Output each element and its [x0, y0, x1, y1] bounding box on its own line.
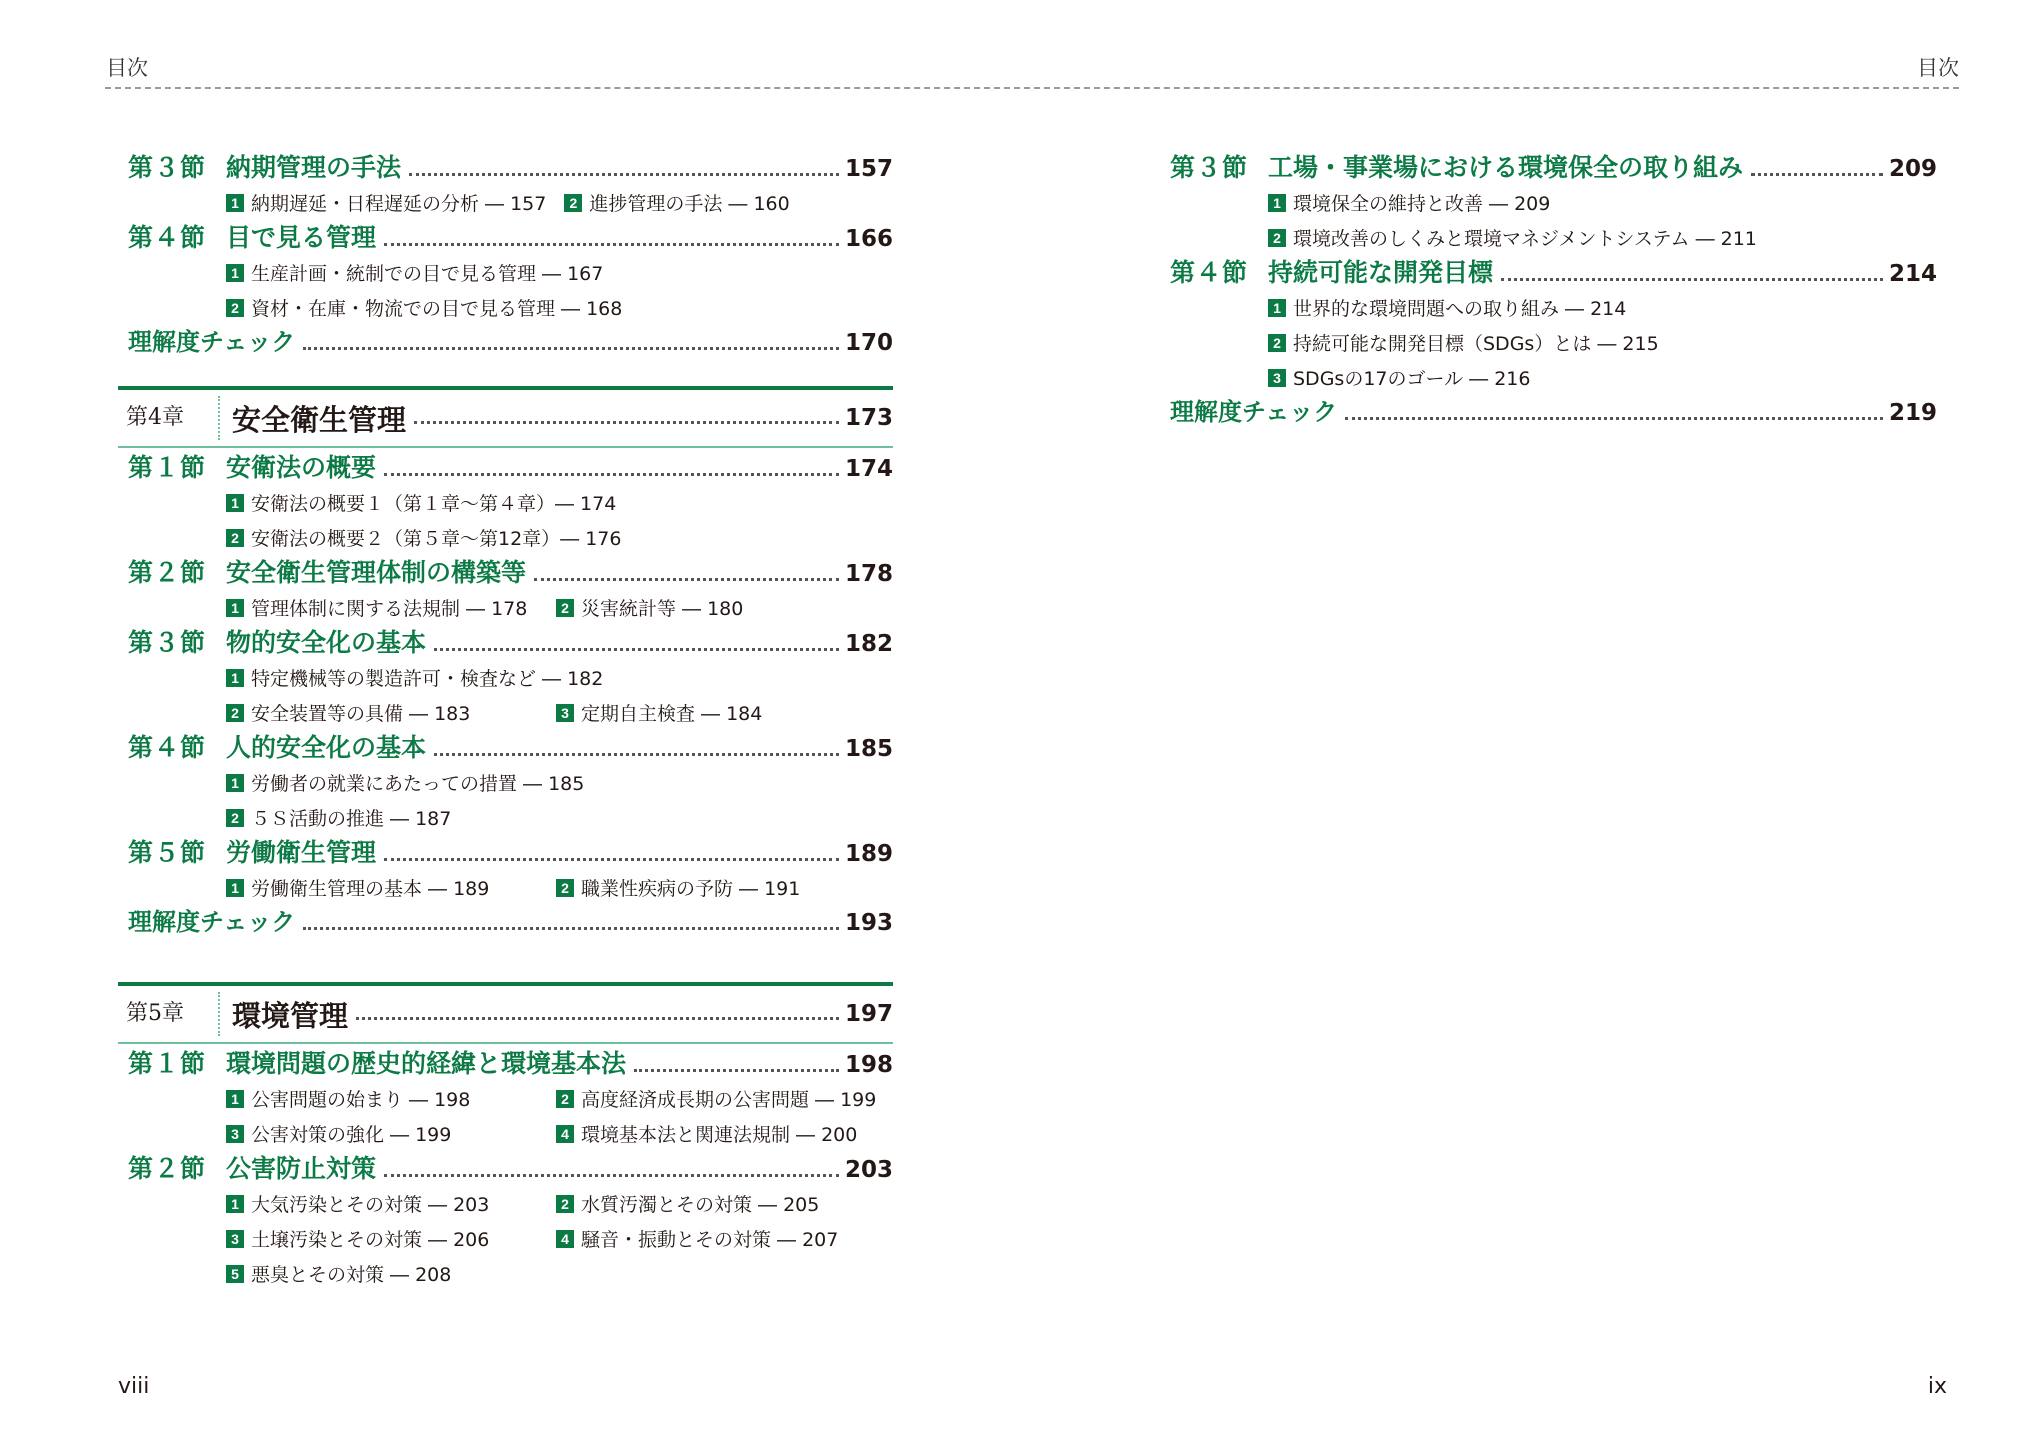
subsection-number-badge: 1 — [1268, 194, 1286, 212]
subsection-entry[interactable] — [226, 1085, 556, 1112]
subsection-text: ５Ｓ活動の推進 ― 187 — [251, 808, 452, 830]
toc-review-entry[interactable] — [118, 325, 893, 360]
subsection-row — [1160, 360, 1937, 395]
subsection-number-badge: 1 — [226, 879, 244, 897]
subsection-row — [118, 1186, 893, 1221]
subsection-number-badge: 1 — [1268, 299, 1286, 317]
subsection-text: 環境基本法と関連法規制 ― 200 — [581, 1124, 858, 1146]
running-head-left: 目次 — [106, 56, 148, 80]
subsection-text: 労働者の就業にあたっての措置 ― 185 — [251, 773, 585, 795]
section-page: 185 — [844, 736, 893, 762]
toc-section-entry[interactable] — [1160, 255, 1937, 290]
dot-leader — [384, 1174, 839, 1177]
subsection-row — [1160, 290, 1937, 325]
subsection-entry[interactable] — [556, 1120, 857, 1147]
subsection-number-badge: 4 — [556, 1230, 574, 1248]
subsection-entry[interactable] — [556, 1225, 838, 1252]
chapter-title: 環境管理 — [232, 998, 349, 1033]
subsection-number-badge: 2 — [564, 194, 582, 212]
subsection-number-badge: 2 — [556, 599, 574, 617]
header-dashed-rule — [105, 87, 1959, 89]
chapter-heading[interactable] — [118, 386, 893, 448]
subsection-text: 管理体制に関する法規制 ― 178 — [251, 598, 528, 620]
subsection-row — [1160, 220, 1937, 255]
subsection-entry[interactable] — [556, 874, 800, 901]
subsection-entry[interactable] — [556, 1085, 876, 1112]
subsection-row — [1160, 185, 1937, 220]
section-page: 157 — [844, 156, 893, 182]
section-title: 労働衛生管理 — [226, 838, 377, 867]
section-number: 第１節 — [128, 453, 207, 482]
subsection-entry[interactable] — [556, 699, 762, 726]
subsection-text: 公害対策の強化 ― 199 — [251, 1124, 452, 1146]
subsection-number-badge: 2 — [556, 1195, 574, 1213]
subsection-number-badge: 2 — [556, 879, 574, 897]
subsection-entry[interactable] — [1268, 189, 1550, 216]
section-page: 203 — [844, 1157, 893, 1183]
subsection-entry[interactable] — [226, 1190, 556, 1217]
subsection-number-badge: 1 — [226, 194, 244, 212]
subsection-text: 公害問題の始まり ― 198 — [251, 1089, 471, 1111]
section-title: 人的安全化の基本 — [226, 733, 427, 762]
subsection-row — [118, 660, 893, 695]
toc-section-entry[interactable] — [118, 730, 893, 765]
section-title: 安衛法の概要 — [226, 453, 377, 482]
section-title: 持続可能な開発目標 — [1268, 258, 1494, 287]
subsection-number-badge: 2 — [226, 299, 244, 317]
subsection-number-badge: 1 — [226, 494, 244, 512]
section-page: 209 — [1888, 156, 1937, 182]
section-title: 安全衛生管理体制の構築等 — [226, 558, 527, 587]
subsection-entry[interactable] — [556, 1190, 819, 1217]
section-number: 第３節 — [1170, 153, 1249, 182]
review-page: 193 — [844, 910, 893, 936]
subsection-text: 持続可能な開発目標（SDGs）とは ― 215 — [1293, 333, 1659, 355]
subsection-row — [118, 185, 893, 220]
subsection-row — [118, 800, 893, 835]
section-title: 納期管理の手法 — [226, 153, 402, 182]
section-page: 174 — [844, 456, 893, 482]
dot-leader — [303, 927, 839, 930]
section-number: 第５節 — [128, 838, 207, 867]
dot-leader — [384, 243, 839, 246]
section-page: 166 — [844, 226, 893, 252]
dot-leader — [409, 173, 839, 176]
subsection-text: 騒音・振動とその対策 ― 207 — [581, 1229, 839, 1251]
subsection-number-badge: 3 — [226, 1230, 244, 1248]
subsection-entry[interactable] — [1268, 294, 1626, 321]
subsection-number-badge: 3 — [226, 1125, 244, 1143]
section-title: 公害防止対策 — [226, 1154, 377, 1183]
toc-section-entry[interactable] — [118, 555, 893, 590]
dot-leader — [414, 421, 839, 424]
subsection-row — [118, 765, 893, 800]
chapter-page: 173 — [844, 405, 893, 431]
subsection-text: 悪臭とその対策 ― 208 — [251, 1264, 452, 1286]
subsection-number-badge: 1 — [226, 1090, 244, 1108]
subsection-number-badge: 3 — [556, 704, 574, 722]
toc-section-entry[interactable] — [118, 835, 893, 870]
subsection-text: 進捗管理の手法 ― 160 — [589, 193, 790, 215]
subsection-text: 労働衛生管理の基本 ― 189 — [251, 878, 490, 900]
review-label: 理解度チェック — [1170, 398, 1338, 426]
subsection-number-badge: 2 — [226, 809, 244, 827]
subsection-number-badge: 2 — [226, 529, 244, 547]
subsection-row — [118, 870, 893, 905]
section-number: 第４節 — [128, 733, 207, 762]
subsection-number-badge: 2 — [1268, 334, 1286, 352]
subsection-text: SDGsの17のゴール ― 216 — [1293, 368, 1531, 390]
subsection-entry[interactable] — [226, 699, 556, 726]
toc-review-entry[interactable] — [1160, 395, 1937, 430]
dot-leader — [1751, 173, 1883, 176]
subsection-entry[interactable] — [1268, 329, 1659, 356]
toc-section-entry[interactable] — [1160, 150, 1937, 185]
subsection-text: 職業性疾病の予防 ― 191 — [581, 878, 801, 900]
subsection-entry[interactable] — [226, 664, 603, 691]
section-title: 工場・事業場における環境保全の取り組み — [1268, 153, 1744, 182]
dot-leader — [434, 648, 839, 651]
subsection-row — [118, 520, 893, 555]
subsection-entry[interactable] — [226, 594, 556, 621]
subsection-text: 安衛法の概要１（第１章〜第４章）― 174 — [251, 493, 617, 515]
subsection-text: 安衛法の概要２（第５章〜第12章）― 176 — [251, 528, 622, 550]
subsection-text: 環境改善のしくみと環境マネジメントシステム ― 211 — [1293, 228, 1757, 250]
subsection-entry[interactable] — [1268, 364, 1530, 391]
subsection-entry[interactable] — [226, 294, 622, 321]
toc-section-entry[interactable] — [118, 450, 893, 485]
subsection-number-badge: 1 — [226, 599, 244, 617]
subsection-number-badge: 5 — [226, 1265, 244, 1283]
review-page: 170 — [844, 330, 893, 356]
section-number: 第２節 — [128, 558, 207, 587]
toc-left-page — [118, 150, 893, 1291]
section-number: 第１節 — [128, 1049, 207, 1078]
subsection-text: 災害統計等 ― 180 — [581, 598, 744, 620]
subsection-row — [118, 695, 893, 730]
subsection-entry[interactable] — [226, 769, 584, 796]
subsection-entry[interactable] — [1268, 224, 1757, 251]
section-page: 198 — [844, 1052, 893, 1078]
section-page: 214 — [1888, 261, 1937, 287]
subsection-number-badge: 2 — [226, 704, 244, 722]
dot-leader — [1345, 417, 1883, 420]
subsection-number-badge: 1 — [226, 1195, 244, 1213]
dot-leader — [434, 753, 839, 756]
subsection-row — [118, 1221, 893, 1256]
subsection-entry[interactable] — [226, 489, 616, 516]
subsection-number-badge: 1 — [226, 774, 244, 792]
subsection-text: 資材・在庫・物流での目で見る管理 ― 168 — [251, 298, 623, 320]
section-page: 189 — [844, 841, 893, 867]
subsection-text: 安全装置等の具備 ― 183 — [251, 703, 471, 725]
toc-section-entry[interactable] — [118, 625, 893, 660]
subsection-number-badge: 2 — [1268, 229, 1286, 247]
section-title: 目で見る管理 — [226, 223, 377, 252]
subsection-text: 定期自主検査 ― 184 — [581, 703, 763, 725]
subsection-entry[interactable] — [226, 804, 451, 831]
section-number: 第３節 — [128, 628, 207, 657]
subsection-entry[interactable] — [564, 189, 789, 216]
subsection-text: 特定機械等の製造許可・検査など ― 182 — [251, 668, 604, 690]
section-number: 第３節 — [128, 153, 207, 182]
subsection-entry[interactable] — [226, 189, 546, 216]
dot-leader — [384, 858, 839, 861]
subsection-entry[interactable] — [226, 1260, 451, 1287]
section-number: 第４節 — [1170, 258, 1249, 287]
chapter-number: 第4章 — [118, 396, 220, 440]
subsection-number-badge: 1 — [226, 669, 244, 687]
page-number-right: ix — [1927, 1374, 1947, 1399]
subsection-text: 納期遅延・日程遅延の分析 ― 157 — [251, 193, 547, 215]
dot-leader — [534, 578, 839, 581]
section-title: 環境問題の歴史的経緯と環境基本法 — [226, 1049, 627, 1078]
dot-leader — [303, 347, 839, 350]
dot-leader — [356, 1017, 839, 1020]
subsection-row — [118, 1256, 893, 1291]
section-page: 178 — [844, 561, 893, 587]
toc-section-entry[interactable] — [118, 220, 893, 255]
page-number-left: viii — [118, 1374, 150, 1399]
subsection-text: 土壌汚染とその対策 ― 206 — [251, 1229, 490, 1251]
dot-leader — [1501, 278, 1883, 281]
subsection-row — [118, 485, 893, 520]
subsection-entry[interactable] — [226, 259, 603, 286]
subsection-row — [118, 255, 893, 290]
chapter-number: 第5章 — [118, 992, 220, 1036]
subsection-text: 世界的な環境問題への取り組み ― 214 — [1293, 298, 1627, 320]
subsection-text: 環境保全の維持と改善 ― 209 — [1293, 193, 1551, 215]
running-head-right: 目次 — [1917, 56, 1959, 80]
subsection-row — [118, 590, 893, 625]
dot-leader — [634, 1069, 839, 1072]
subsection-row — [1160, 325, 1937, 360]
subsection-text: 高度経済成長期の公害問題 ― 199 — [581, 1089, 877, 1111]
chapter-heading[interactable] — [118, 982, 893, 1044]
chapter-page: 197 — [844, 1001, 893, 1027]
subsection-text: 大気汚染とその対策 ― 203 — [251, 1194, 490, 1216]
chapter-title: 安全衛生管理 — [232, 402, 407, 437]
subsection-number-badge: 3 — [1268, 369, 1286, 387]
review-label: 理解度チェック — [128, 908, 296, 936]
subsection-entry[interactable] — [556, 594, 743, 621]
subsection-entry[interactable] — [226, 524, 621, 551]
subsection-text: 水質汚濁とその対策 ― 205 — [581, 1194, 820, 1216]
section-title: 物的安全化の基本 — [226, 628, 427, 657]
section-number: 第２節 — [128, 1154, 207, 1183]
subsection-entry[interactable] — [226, 1120, 556, 1147]
dot-leader — [384, 473, 839, 476]
section-number: 第４節 — [128, 223, 207, 252]
section-page: 182 — [844, 631, 893, 657]
toc-section-entry[interactable] — [118, 150, 893, 185]
toc-right-page — [1160, 150, 1937, 430]
subsection-number-badge: 1 — [226, 264, 244, 282]
subsection-number-badge: 2 — [556, 1090, 574, 1108]
subsection-row — [118, 290, 893, 325]
subsection-entry[interactable] — [226, 1225, 556, 1252]
subsection-row — [118, 1116, 893, 1151]
subsection-entry[interactable] — [226, 874, 556, 901]
subsection-row — [118, 1081, 893, 1116]
toc-section-entry[interactable] — [118, 1151, 893, 1186]
review-page: 219 — [1888, 400, 1937, 426]
review-label: 理解度チェック — [128, 328, 296, 356]
subsection-text: 生産計画・統制での目で見る管理 ― 167 — [251, 263, 604, 285]
toc-section-entry[interactable] — [118, 1046, 893, 1081]
subsection-number-badge: 4 — [556, 1125, 574, 1143]
toc-review-entry[interactable] — [118, 905, 893, 940]
